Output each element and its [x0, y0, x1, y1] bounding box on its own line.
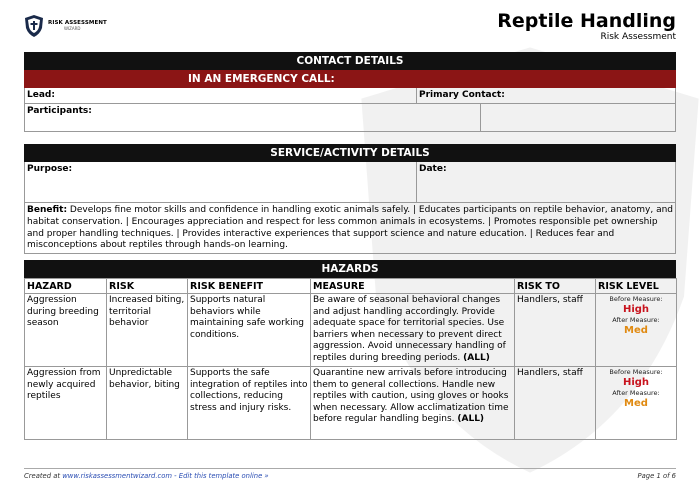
hazards-table: [24, 278, 677, 440]
column-header: RISK TO: [515, 279, 596, 294]
participants-field[interactable]: Participants:: [25, 104, 481, 131]
risk-level-before: High: [622, 304, 650, 315]
risk-cell: Unpredictable behavior, biting: [107, 367, 188, 440]
service-heading: SERVICE/ACTIVITY DETAILS: [24, 144, 676, 162]
footer-link[interactable]: www.riskassessmentwizard.com - Edit this template online »: [62, 472, 269, 480]
purpose-field[interactable]: Purpose:: [25, 162, 417, 202]
primary-contact-field[interactable]: Primary Contact:: [419, 90, 505, 100]
before-measure-label: Before Measure:: [609, 295, 663, 303]
hazard-cell: Aggression during breeding season: [25, 294, 107, 367]
benefit-body: Develops fine motor skills and confidence in handling exotic animals safely. | Educates participants on reptile behavior, anatomy, and habitat conservation. | Encourages appreciation and respect for less common animals in ecosystems. | Promotes responsible pet ownership and proper handling techniques. | Provides interactive experiences that support science and nature education. | Reduces fear and misconceptions about reptiles through hands-on learning.: [27, 205, 674, 251]
service-section: [24, 144, 676, 254]
logo-subtitle: WIZARD: [64, 26, 81, 32]
contact-section: [24, 52, 676, 132]
measure-cell: [311, 367, 515, 440]
contact-heading: CONTACT DETAILS: [24, 52, 676, 70]
footer-divider: [24, 468, 676, 469]
date-field[interactable]: Date:: [419, 164, 447, 174]
logo: [24, 14, 107, 38]
before-measure-label: Before Measure:: [609, 368, 663, 376]
column-header: HAZARD: [25, 279, 107, 294]
page-title: Reptile Handling: [497, 10, 676, 32]
measure-tag: (ALL): [463, 352, 490, 363]
measure-text: Be aware of seasonal behavioral changes and adjust handling accordingly. Provide adequate space for territorial species. Use barriers when necessary to prevent direct aggression. Avoid unnecessary handling of reptiles during breeding periods.: [313, 295, 506, 363]
hazard-cell: Aggression from newly acquired reptiles: [25, 367, 107, 440]
risk-level-after: Med: [624, 325, 648, 336]
participants-extra-field[interactable]: [481, 104, 675, 131]
footer: [24, 472, 676, 480]
benefit-cell: Supports natural behaviors while maintaining safe working conditions.: [188, 294, 311, 367]
hazards-header-row: [25, 279, 677, 294]
benefit-label: Benefit:: [27, 205, 68, 215]
risk-cell: Increased biting, territorial behavior: [107, 294, 188, 367]
benefit-cell: Supports the safe integration of reptiles into collections, reducing stress and injury risks.: [188, 367, 311, 440]
benefit-text: [25, 203, 675, 253]
lead-field[interactable]: Lead:: [25, 88, 417, 103]
column-header: RISK: [107, 279, 188, 294]
risk-to-cell: Handlers, staff: [515, 367, 596, 440]
risk-level-before: High: [622, 377, 650, 388]
column-header: MEASURE: [311, 279, 515, 294]
measure-tag: (ALL): [457, 414, 485, 425]
measure-text: Quarantine new arrivals before introducing them to general collections. Handle new reptiles with caution, using gloves or hooks when necessary. Allow acclimatization time before regular handling begins.: [313, 368, 509, 425]
after-measure-label: After Measure:: [612, 389, 660, 397]
risk-to-cell: Handlers, staff: [515, 294, 596, 367]
table-row: [25, 367, 677, 440]
shield-logo-icon: [24, 14, 44, 38]
table-row: [25, 294, 677, 367]
document-header: [497, 10, 676, 42]
page-subtitle: Risk Assessment: [600, 32, 676, 42]
risk-level-cell: [596, 294, 677, 367]
footer-created: Created at: [24, 472, 63, 480]
column-header: RISK BENEFIT: [188, 279, 311, 294]
column-header: RISK LEVEL: [596, 279, 677, 294]
risk-level-after: Med: [624, 398, 648, 409]
risk-level-cell: [596, 367, 677, 440]
measure-cell: [311, 294, 515, 367]
emergency-call-bar: IN AN EMERGENCY CALL:: [24, 70, 676, 88]
after-measure-label: After Measure:: [612, 316, 660, 324]
logo-title: RISK ASSESSMENT: [48, 19, 107, 26]
page-number: Page 1 of 6: [637, 472, 676, 480]
hazards-heading: HAZARDS: [24, 260, 676, 278]
hazards-section: [24, 260, 676, 440]
